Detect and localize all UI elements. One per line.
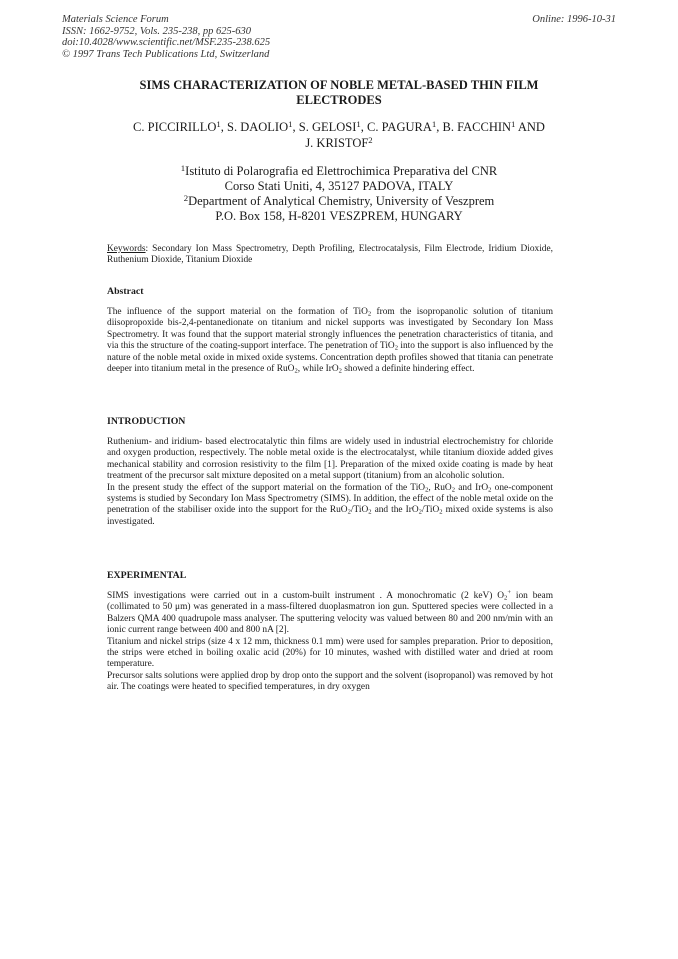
exp-paragraph-3: Precursor salts solutions were applied drop by drop onto the support and the solvent (isopropanol) was removed by hot air. The coatings were heated to specified temperatures, in dry oxygen [107, 670, 553, 693]
exp-paragraph-2: Titanium and nickel strips (size 4 x 12 mm, thickness 0.1 mm) were used for samples preparation. Prior to deposition, the strips were etched in boiling oxalic acid (20%) for 10 minutes, washed with distilled water and dried at room temperature. [107, 636, 553, 670]
author-line-1 [96, 120, 582, 136]
intro-fragment: mixed oxide systems is also investigated. [107, 505, 553, 527]
subscript: 2 [425, 486, 429, 494]
author-name: J. KRISTOF [305, 135, 369, 150]
subscript: 2 [368, 508, 372, 516]
subscript: 2 [418, 508, 422, 516]
subscript: 2 [439, 508, 443, 516]
intro-paragraph-1: Ruthenium- and iridium- based electrocatalytic thin films are widely used in industrial electrochemistry for chloride and oxygen production, respectively. The noble metal oxide is the electrocatalyst, while titanium dioxide added gives mechanical stability and corrosion resistivity to the film [1]. Preparation of the mixed oxide coating is made by heat treatment of the precursor salt mixture deposited on a metal support (titanium) from an alcoholic solution. [107, 437, 553, 482]
affiliation-1-name: Istituto di Polarografia ed Elettrochimica Preparativa del CNR [185, 164, 498, 178]
abstract-fragment: The influence of the support material on the formation of TiO [107, 307, 368, 317]
intro-fragment: and the IrO [371, 505, 419, 516]
superscript: + [507, 589, 512, 596]
affil-marker: 1 [511, 119, 516, 129]
affiliation-2-line-1 [150, 194, 528, 209]
affil-marker: 1 [431, 119, 437, 129]
doi-link[interactable]: doi:10.4028/www.scientific.net/MSF.235-238.625 [62, 37, 271, 48]
journal-name: Materials Science Forum [62, 14, 169, 25]
affil-marker: 2 [368, 134, 373, 145]
intro-fragment: , RuO [428, 482, 452, 493]
paper-title [100, 78, 578, 108]
abstract-fragment: , while IrO [297, 364, 339, 375]
affiliations [150, 164, 528, 224]
abstract-fragment: showed a definite hindering effect. [341, 364, 475, 375]
abstract-fragment: into the support is also influenced by the nature of the noble metal oxide in mixed oxide systems. Concentration depth profiles showed that titania can penetrate deeper into titanium metal in the presence of RuO [107, 341, 553, 375]
author-name: , C. PAGURA [360, 120, 432, 134]
intro-fragment: and IrO [455, 482, 489, 493]
journal-header [62, 14, 270, 60]
abstract-heading: Abstract [107, 286, 144, 297]
author-name: , S. GELOSI [292, 120, 357, 134]
keywords-label: Keywords [107, 244, 146, 254]
subscript: 2 [294, 367, 298, 375]
exp-paragraph-1 [107, 591, 553, 637]
author-conjunction: AND [515, 120, 545, 134]
title-line-1: SIMS CHARACTERIZATION OF NOBLE METAL-BASED THIN FILM [139, 78, 539, 92]
subscript: 2 [451, 486, 455, 494]
author-name: , B. FACCHIN [436, 120, 512, 134]
subscript: 2 [394, 344, 398, 352]
subscript: 2 [347, 508, 351, 516]
intro-fragment: one-component systems is studied by Secondary Ion Mass Spectrometry (SIMS). In addition, the effect of the noble metal oxide on the penetration of the stabiliser oxide into the support for the RuO [107, 482, 553, 516]
intro-fragment: /TiO [350, 505, 369, 516]
affil-marker: 1 [356, 119, 361, 129]
exp-fragment: SIMS investigations were carried out in a custom-built instrument . A monochromatic (2 keV) O [107, 591, 505, 601]
online-date: Online: 1996-10-31 [532, 14, 616, 25]
introduction-text [107, 437, 553, 528]
abstract-text [107, 307, 553, 375]
experimental-text [107, 591, 553, 694]
exp-fragment: ion beam (collimated to 50 μm) was generated in a mass-filtered duoplasmatron ion gun. Sputtered species were collected in a Balzers QMA 400 quadrupole mass analyser. The sputtering velocity was valued between 80 and 200 nm/min with an ionic current range between 400 and 800 nA [2]. [107, 591, 553, 636]
copyright-line: © 1997 Trans Tech Publications Ltd, Switzerland [62, 48, 270, 60]
subscript: 2 [367, 310, 372, 318]
affil-marker: 2 [183, 193, 189, 203]
intro-fragment: In the present study the effect of the support material on the formation of the TiO [107, 482, 426, 493]
title-line-2: ELECTRODES [296, 93, 382, 107]
keywords [107, 244, 553, 267]
experimental-heading: EXPERIMENTAL [107, 570, 187, 581]
intro-paragraph-2 [107, 483, 553, 529]
affiliation-1-address: Corso Stati Uniti, 4, 35127 PADOVA, ITALY [224, 179, 454, 193]
author-line-2 [96, 136, 582, 152]
subscript: 2 [504, 594, 508, 602]
affiliation-2-name: Department of Analytical Chemistry, University of Veszprem [188, 194, 495, 208]
introduction-heading: INTRODUCTION [107, 416, 186, 427]
affil-marker: 1 [216, 119, 221, 129]
author-name: C. PICCIRILLO [133, 120, 217, 134]
intro-fragment: /TiO [421, 505, 440, 516]
affiliation-2-address: P.O. Box 158, H-8201 VESZPREM, HUNGARY [215, 209, 463, 223]
affil-marker: 1 [180, 163, 186, 173]
author-name: , S. DAOLIO [220, 120, 289, 134]
author-list [96, 120, 582, 151]
subscript: 2 [488, 486, 492, 494]
subscript: 2 [338, 367, 342, 375]
abstract-fragment: from the isopropanolic solution of titanium diisopropoxide bis-2,4-pentanedionate on titanium and nickel supports was investigated by Secondary Ion Mass Spectrometry. It was found that the support material strongly influences the penetration characteristics of titania, and via this the structure of the coating-support interface. The penetration of TiO [107, 307, 553, 352]
affiliation-1-line-1 [150, 164, 528, 179]
issn-line: ISSN: 1662-9752, Vols. 235-238, pp 625-630 [62, 25, 251, 37]
affil-marker: 1 [288, 119, 293, 129]
keywords-text: : Secondary Ion Mass Spectrometry, Depth Profiling, Electrocatalysis, Film Electrode, Iridium Dioxide, Ruthenium Dioxide, Titanium Dioxide [107, 244, 553, 266]
